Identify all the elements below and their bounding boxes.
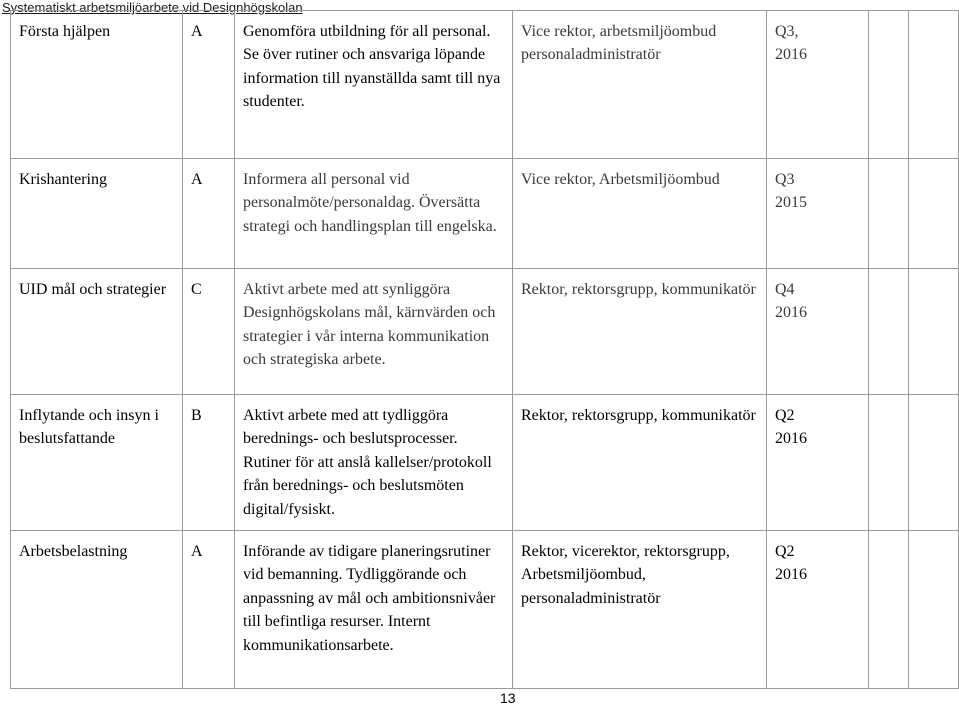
topic-cell: Arbetsbelastning [11,531,183,689]
deadline-year: 2016 [775,304,807,322]
table-row [11,11,959,159]
deadline-year: 2016 [775,566,807,584]
table-row [11,159,959,269]
responsible-cell: Vice rektor, Arbetsmiljöombud [513,159,767,269]
empty-cell [909,11,959,159]
empty-cell [909,159,959,269]
topic-cell: Inflytande och insyn i beslutsfattande [11,395,183,531]
priority-cell: A [183,531,235,689]
responsible-cell: Rektor, rektorsgrupp, kommunikatör [513,269,767,395]
topic-cell: Första hjälpen [11,11,183,159]
deadline-quarter: Q3 [775,171,795,188]
deadline-quarter: Q2 [775,543,795,560]
deadline-year: 2016 [775,430,807,448]
priority-cell: A [183,159,235,269]
responsible-cell: Rektor, vicerektor, rektorsgrupp, Arbetsmiljöombud, personaladministratör [513,531,767,689]
empty-cell [869,11,909,159]
action-cell: Aktivt arbete med att tydliggöra berednings- och beslutsprocesser. Rutiner för att anslå kallelser/protokoll från berednings- och beslutsmöten digital/fysiskt. [235,395,513,531]
priority-cell: C [183,269,235,395]
empty-cell [909,531,959,689]
empty-cell [909,269,959,395]
priority-cell: A [183,11,235,159]
empty-cell [869,159,909,269]
deadline-quarter: Q2 [775,407,795,424]
deadline-cell [767,531,869,689]
deadline-quarter: Q3, [775,23,799,40]
table-row [11,395,959,531]
deadline-quarter: Q4 [775,281,795,298]
topic-cell: UID mål och strategier [11,269,183,395]
page-number: 13 [500,690,516,706]
deadline-cell [767,269,869,395]
action-cell: Genomföra utbildning för all personal. Se över rutiner och ansvariga löpande information till nyanställda samt till nya studenter. [235,11,513,159]
deadline-cell [767,159,869,269]
priority-cell: B [183,395,235,531]
document-header: Systematiskt arbetsmiljöarbete vid Designhögskolan [2,0,303,15]
empty-cell [869,531,909,689]
responsible-cell: Rektor, rektorsgrupp, kommunikatör [513,395,767,531]
empty-cell [869,395,909,531]
deadline-year: 2015 [775,194,807,212]
responsible-cell: Vice rektor, arbetsmiljöombud personaladministratör [513,11,767,159]
deadline-cell [767,11,869,159]
deadline-cell [767,395,869,531]
empty-cell [869,269,909,395]
action-cell: Informera all personal vid personalmöte/personaldag. Översätta strategi och handlingsplan till engelska. [235,159,513,269]
action-plan-table [10,10,959,689]
action-cell: Införande av tidigare planeringsrutiner vid bemanning. Tydliggörande och anpassning av mål och ambitionsnivåer till befintliga resurser. Internt kommunikationsarbete. [235,531,513,689]
table-row [11,269,959,395]
topic-cell: Krishantering [11,159,183,269]
empty-cell [909,395,959,531]
action-cell: Aktivt arbete med att synliggöra Designhögskolans mål, kärnvärden och strategier i vår interna kommunikation och strategiska arbete. [235,269,513,395]
deadline-year: 2016 [775,46,807,64]
table-row [11,531,959,689]
